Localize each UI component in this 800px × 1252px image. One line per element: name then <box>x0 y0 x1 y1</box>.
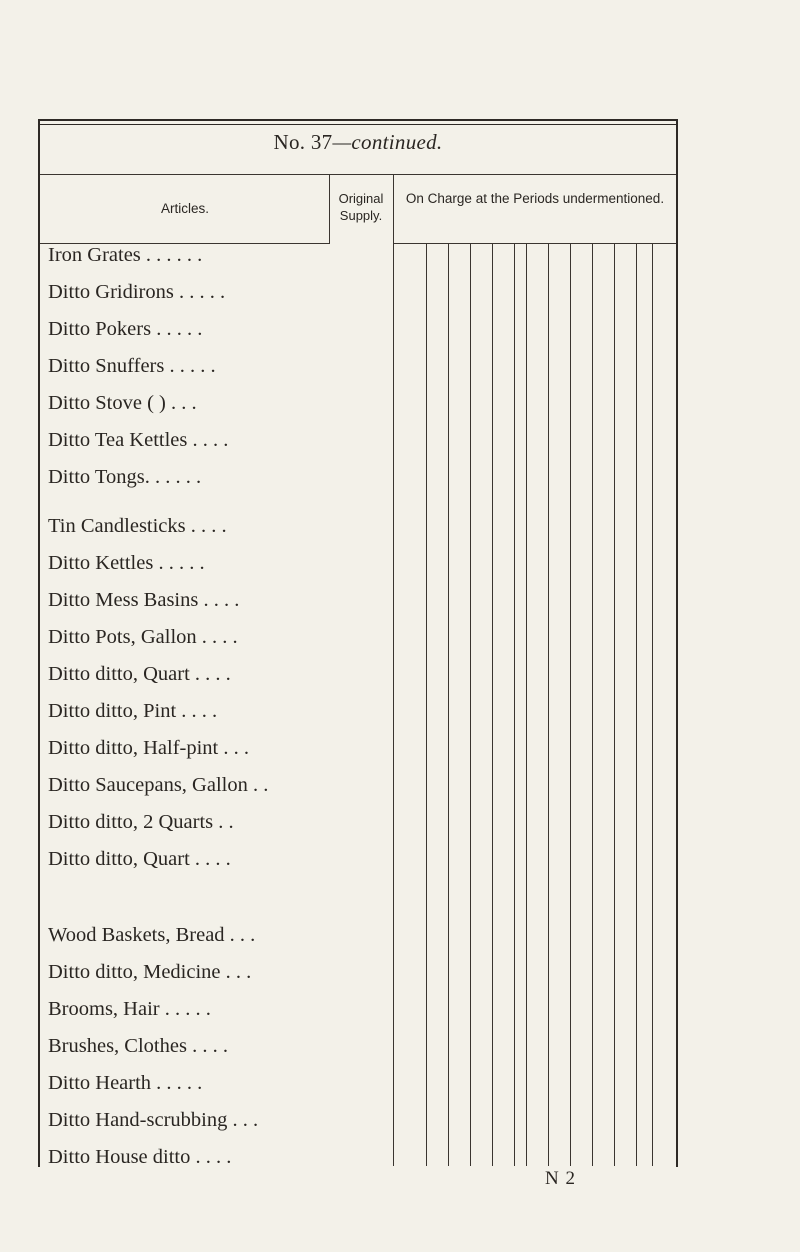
article-row: Ditto House ditto . . . . <box>48 1146 232 1168</box>
article-row: Ditto Tongs. . . . . . <box>48 466 202 488</box>
article-row: Ditto Mess Basins . . . . <box>48 589 240 611</box>
title-divider <box>40 174 676 175</box>
period-column-line <box>614 244 615 1166</box>
article-row: Ditto Stove ( ) . . . <box>48 392 197 414</box>
article-row: Brushes, Clothes . . . . <box>48 1035 228 1057</box>
charge-header-rule <box>393 243 676 244</box>
frame-right-border <box>676 119 678 1167</box>
article-row: Ditto ditto, Pint . . . . <box>48 700 218 722</box>
article-row: Ditto Gridirons . . . . . <box>48 281 226 303</box>
frame-top-border <box>38 119 678 121</box>
article-row: Ditto Pokers . . . . . <box>48 318 203 340</box>
period-column-line <box>526 244 527 1166</box>
period-column-line <box>470 244 471 1166</box>
article-row: Ditto Hand-scrubbing . . . <box>48 1109 259 1131</box>
period-column-line <box>636 244 637 1166</box>
page-signature: N 2 <box>545 1168 576 1189</box>
article-row: Ditto Snuffers . . . . . <box>48 355 216 377</box>
header-on-charge: On Charge at the Periods undermentioned. <box>405 191 665 206</box>
article-row: Ditto Kettles . . . . . <box>48 552 205 574</box>
header-original-supply: Original Supply. <box>338 191 384 223</box>
period-column-line <box>492 244 493 1166</box>
period-column-line <box>652 244 653 1166</box>
article-row: Ditto Hearth . . . . . <box>48 1072 203 1094</box>
article-row: Wood Baskets, Bread . . . <box>48 924 256 946</box>
page-title <box>40 130 676 155</box>
original-supply-column-divider <box>393 174 394 1166</box>
title-number: No. 37 <box>273 130 333 154</box>
article-row: Ditto Tea Kettles . . . . <box>48 429 229 451</box>
period-column-line <box>570 244 571 1166</box>
period-column-line <box>448 244 449 1166</box>
period-column-line <box>514 244 515 1166</box>
period-column-line <box>548 244 549 1166</box>
article-row: Ditto Saucepans, Gallon . . <box>48 774 269 796</box>
header-articles: Articles. <box>160 201 209 216</box>
period-column-line <box>426 244 427 1166</box>
article-row: Iron Grates . . . . . . <box>48 244 203 266</box>
article-row: Tin Candlesticks . . . . <box>48 515 227 537</box>
article-row: Ditto Pots, Gallon . . . . <box>48 626 238 648</box>
article-row: Ditto ditto, Half-pint . . . <box>48 737 249 759</box>
frame-top-inner-border <box>38 124 678 125</box>
period-column-line <box>592 244 593 1166</box>
articles-column-divider <box>329 174 330 244</box>
article-row: Brooms, Hair . . . . . <box>48 998 211 1020</box>
article-row: Ditto ditto, 2 Quarts . . <box>48 811 234 833</box>
article-row: Ditto ditto, Medicine . . . <box>48 961 252 983</box>
article-row: Ditto ditto, Quart . . . . <box>48 663 231 685</box>
title-suffix: —continued. <box>332 130 443 154</box>
article-row: Ditto ditto, Quart . . . . <box>48 848 231 870</box>
frame-left-border <box>38 119 40 1167</box>
